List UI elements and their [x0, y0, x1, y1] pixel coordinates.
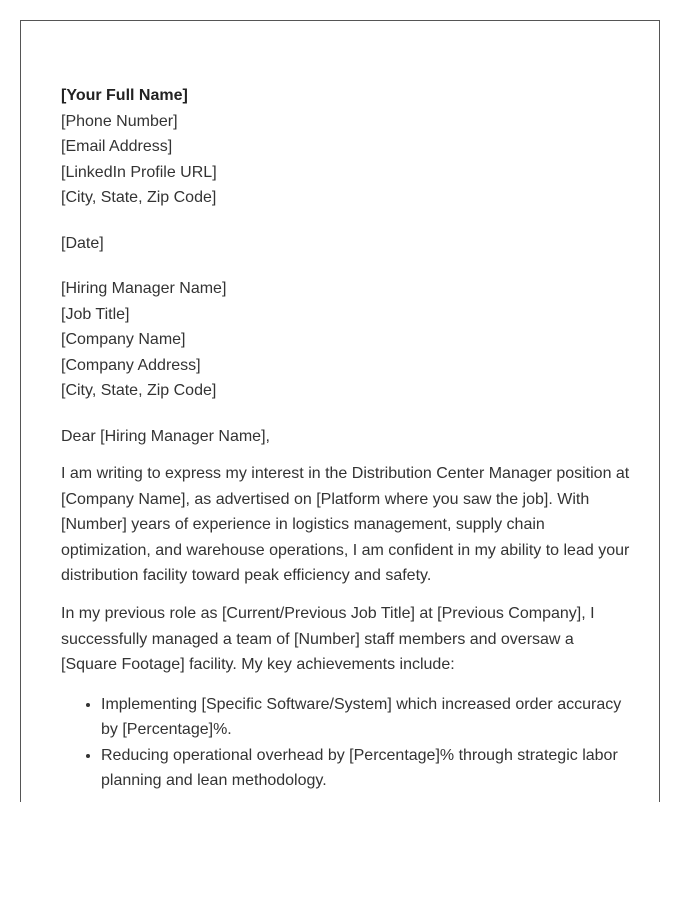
recipient-manager: [Hiring Manager Name]: [61, 280, 227, 297]
recipient-company: [Company Name]: [61, 331, 186, 348]
body-paragraph-intro: I am writing to express my interest in the Distribution Center Manager position at [Company Name], as advertised on [Platform where you saw the job]. With [Number] years of experience in logistics management, supply chain optimization, and warehouse operations, I am confident in my ability to lead your distribution facility toward peak efficiency and safety.: [61, 465, 630, 585]
salutation-block: [61, 424, 631, 450]
letter-page: [20, 20, 660, 802]
letter-date: [Date]: [61, 234, 104, 252]
salutation: Dear [Hiring Manager Name],: [61, 427, 270, 445]
recipient-address: [Company Address]: [61, 356, 201, 374]
sender-linkedin: [LinkedIn Profile URL]: [61, 163, 217, 181]
letter-content: [61, 83, 631, 794]
list-item: • Reducing operational overhead by [Percentage]% through strategic labor planning and lean methodology.: [101, 743, 631, 794]
date-block: [61, 231, 631, 257]
recipient-job-title: [Job Title]: [61, 305, 130, 323]
list-item: • Implementing [Specific Software/System] which increased order accuracy by [Percentage]%.: [101, 692, 631, 743]
sender-block: [61, 83, 631, 211]
recipient-city: [City, State, Zip Code]: [61, 382, 217, 399]
achievements-list: [61, 692, 631, 794]
sender-email: [Email Address]: [61, 138, 173, 155]
body-paragraph-experience: In my previous role as [Current/Previous Job Title] at [Previous Company], I successfully managed a team of [Number] staff members and oversaw a [Square Footage] facility. My key achievements include:: [61, 604, 595, 674]
sender-name: [Your Full Name]: [61, 87, 188, 104]
sender-city: [City, State, Zip Code]: [61, 189, 217, 206]
sender-phone: [Phone Number]: [61, 112, 178, 130]
recipient-block: [61, 276, 631, 404]
